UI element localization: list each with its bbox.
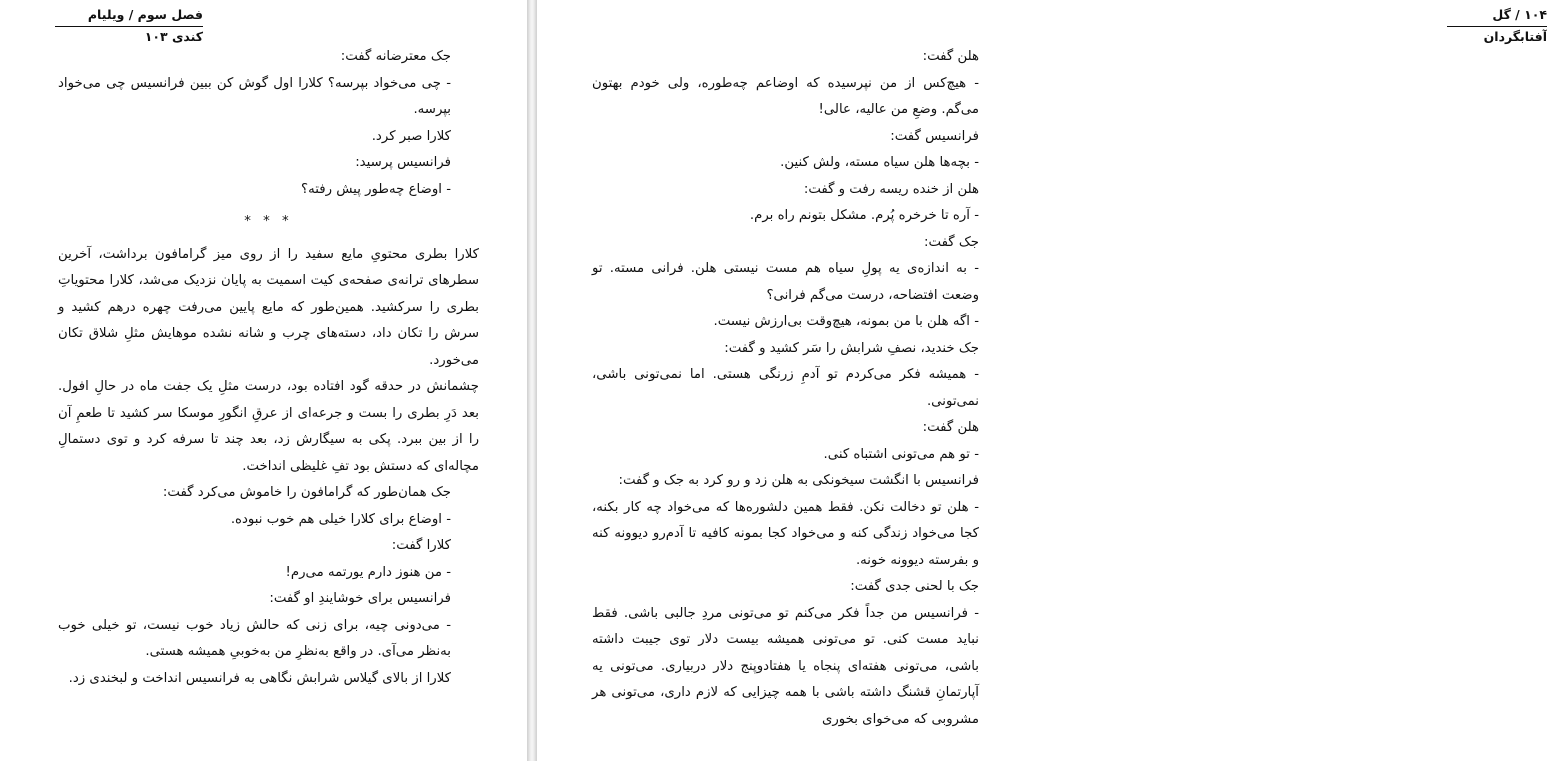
- left-page: [0, 0, 527, 761]
- paragraph: - می‌دونی چیه، برای زنی که حالش زیاد خوب نیست، تو خیلی خوب به‌نظر می‌آی. در واقع به‌نظرِ من به‌خوبیِ همیشه هستی.: [58, 617, 451, 659]
- right-page-header: ۱۰۴ / گل آفتابگردان: [1447, 4, 1547, 27]
- paragraph: - تو هم می‌تونی اشتباه کنی.: [823, 446, 979, 462]
- paragraph: کلارا گفت:: [391, 538, 451, 553]
- paragraph: فرانسیس با انگشت سیخونکی به هلن زد و رو کرد به جک و گفت:: [618, 473, 979, 488]
- paragraph: کلارا از بالای گیلاس شرابش نگاهی به فرانسیس انداخت و لبخندی زد.: [68, 670, 451, 686]
- paragraph: - بچه‌ها هلن سیاه مسته، ولش کنین.: [780, 155, 979, 170]
- paragraph: جک معترضانه گفت:: [340, 49, 451, 64]
- paragraph: - چی می‌خواد بپرسه؟ کلارا اول گوش کن ببین فرانسیس چی می‌خواد بپرسه.: [58, 75, 451, 117]
- section-break: * * *: [244, 214, 293, 229]
- paragraph: هلن گفت:: [922, 420, 979, 435]
- paragraph: - هیچ‌کس از من نپرسیده که اوضاعم چه‌طوره، ولی خودم بهتون می‌گم. وضعِ من عالیه، عالی!: [592, 75, 979, 117]
- paragraph: جک با لحنی جدی گفت:: [850, 579, 979, 594]
- paragraph: - من هنوز دارم یورتمه می‌رم!: [285, 564, 451, 580]
- right-page-body: [537, 44, 1064, 733]
- paragraph: - هلن تو دخالت نکن. فقط همین دلشوره‌ها که می‌خواد چه کار بکنه، کجا می‌خواد زندگی کنه و می‌خواد کجا بمونه کافیه تا آدم‌رو دیوونه کنه و بفرسته دیوونه خونه.: [592, 499, 979, 568]
- paragraph: - آره تا خرخره پُرم. مشکل بتونم راه برم.: [749, 208, 979, 223]
- paragraph: فرانسیس پرسید:: [355, 155, 451, 170]
- book-gutter: [527, 0, 537, 761]
- paragraph: - اوضاع چه‌طور پیش رفته؟: [301, 181, 451, 197]
- paragraph: جک همان‌طور که گرامافون را خاموش می‌کرد گفت:: [162, 485, 451, 500]
- left-page-header: فصل سوم / ویلیام کندی ۱۰۳: [55, 4, 203, 27]
- right-page: [537, 0, 1547, 761]
- paragraph: هلن از خنده ریسه رفت و گفت:: [803, 181, 979, 197]
- paragraph: - همیشه فکر می‌کردم تو آدمِ زرنگی هستی. اما نمی‌تونی باشی، نمی‌تونی.: [592, 367, 979, 409]
- paragraph: جک گفت:: [924, 234, 979, 250]
- paragraph: - اگه هلن با من بمونه، هیچ‌وقت بی‌ارزش نیست.: [713, 314, 979, 329]
- paragraph: کلارا صبر کرد.: [371, 128, 451, 144]
- paragraph: فرانسیس گفت:: [890, 128, 979, 144]
- paragraph: هلن گفت:: [922, 49, 979, 64]
- paragraph: - به اندازه‌ی یه پولِ سیاه هم مست نیستی هلن. فرانی مسته. تو وضعت افتضاحه، درست می‌گم فرانی؟: [592, 261, 979, 303]
- left-page-body: [0, 44, 527, 692]
- paragraph: جک خندید، نصفِ شرابش را سَر کشید و گفت:: [724, 340, 979, 356]
- paragraph: - اوضاع برای کلارا خیلی هم خوب نبوده.: [230, 511, 451, 527]
- paragraph: کلارا بطری محتویِ مایع سفید را از روی میز گرامافون برداشت، آخرین سطرهای ترانه‌ی صفحه‌ی کیت اسمیت به پایان نزدیک می‌شد، کلارا محتویاتِ بطری را سرکشید. همین‌طور که مایع پایین می‌رفت چهره درهم کشید و سرش را تکان داد، دسته‌های چرب و شانه نشده موهایش مثلِ شلاق تکان می‌خورد.: [58, 246, 479, 368]
- paragraph: فرانسیس برای خوشایندِ او گفت:: [269, 591, 451, 606]
- paragraph: - فرانسیس من جداً فکر می‌کنم تو می‌تونی مردِ جالبی باشی. فقط نباید مست کنی. تو می‌تونی همیشه بیست دلار توی جیبت داشته باشی، می‌تونی هفته‌ای پنجاه یا هفتادوپنج دلار دربیاری. می‌تونی یه آپارتمانِ قشنگ داشته باشی با همه چیزایی که لازم داری، می‌تونی هر مشروبی که می‌خوای بخوری: [592, 605, 979, 727]
- paragraph: چشمانش در حدقه گود افتاده بود، درست مثلِ یک جفت ماه در حالِ افول. بعد دَرِ بطری را بست و جرعه‌ای از عرقِ انگورِ موسکا سر کشید تا طعمِ آن را از بین ببرد. پکی به سیگارش زد، بعد چند تا سرفه کرد و توی دستمالِ مچاله‌ای که دستش بود تفِ غلیظی انداخت.: [58, 379, 479, 474]
